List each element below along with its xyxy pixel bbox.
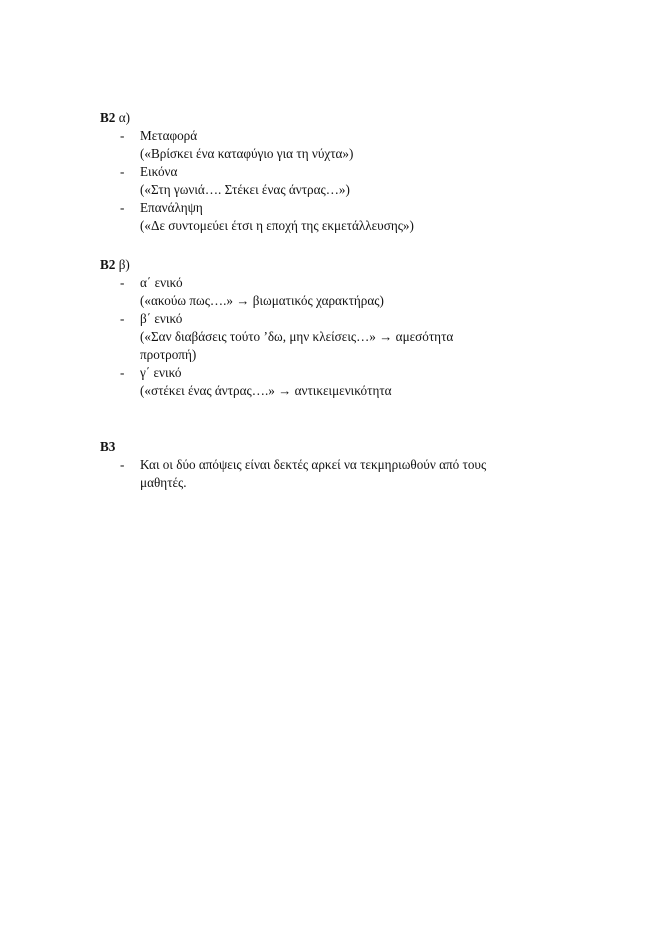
item-title: α΄ ενικό [140,275,183,290]
item-quote: («Στη γωνιά…. Στέκει ένας άντρας…») [140,182,350,197]
dash-bullet: - [120,128,125,143]
item-quote: («Σαν διαβάσεις τούτο ’δω, μην κλείσεις…» → αμεσότητα [140,329,454,344]
section-b2-b [100,256,570,400]
section-b2-a [100,109,570,235]
section-heading [100,438,570,456]
section-code: B2 [100,110,116,125]
item-quote: («στέκει ένας άντρας….» → αντικειμενικότητα [140,383,392,398]
list-item [100,127,570,163]
section-code: B2 [100,257,116,272]
list-item [100,456,570,492]
section-suffix: α) [115,110,130,125]
list-item [100,310,570,364]
item-quote-continued: προτροπή) [140,347,197,362]
item-title: Επανάληψη [140,200,203,215]
item-quote: («Βρίσκει ένα καταφύγιο για τη νύχτα») [140,146,354,161]
item-text: Και οι δύο απόψεις είναι δεκτές αρκεί να τεκμηριωθούν από τους [140,457,487,472]
section-suffix: β) [115,257,130,272]
section-heading [100,109,570,127]
list-item [100,364,570,400]
list-item [100,199,570,235]
bullet-list [100,127,570,235]
item-title: γ΄ ενικό [140,365,182,380]
item-title: β΄ ενικό [140,311,183,326]
bullet-list [100,456,570,492]
dash-bullet: - [120,365,125,380]
section-code: B3 [100,439,116,454]
dash-bullet: - [120,164,125,179]
item-quote: («Δε συντομεύει έτσι η εποχή της εκμετάλλευσης») [140,218,414,233]
item-title: Μεταφορά [140,128,198,143]
dash-bullet: - [120,200,125,215]
dash-bullet: - [120,311,125,326]
section-heading [100,256,570,274]
bullet-list [100,274,570,400]
section-b3 [100,438,570,492]
list-item [100,274,570,310]
item-title: Εικόνα [140,164,178,179]
item-text-continued: μαθητές. [140,475,187,490]
dash-bullet: - [120,275,125,290]
list-item [100,163,570,199]
dash-bullet: - [120,457,125,472]
item-quote: («ακούω πως….» → βιωματικός χαρακτήρας) [140,293,384,308]
